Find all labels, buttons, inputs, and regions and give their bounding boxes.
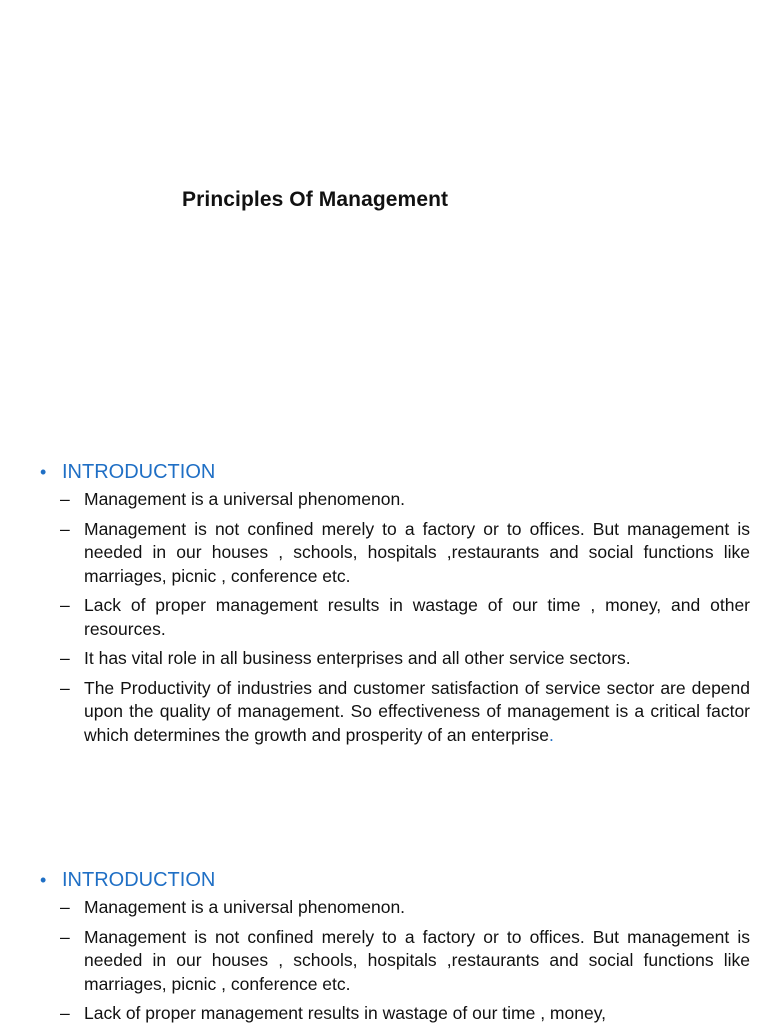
introduction-section-2 [40, 868, 750, 1032]
list-item-text: Management is a universal phenomenon. [84, 489, 406, 509]
list-item-text: Lack of proper management results in wastage of our time , money, and other resources. [84, 595, 750, 639]
dash-icon: – [60, 1003, 70, 1023]
list-item [40, 896, 750, 920]
list-item [40, 594, 750, 641]
dash-icon: – [60, 595, 70, 615]
bullet-icon: • [40, 462, 47, 482]
list-item-text: Management is not confined merely to a factory or to offices. But management is needed in our houses , schools, hospitals ,restaurants and social functions like marriages, picnic , conference etc. [84, 518, 750, 586]
list-item [40, 518, 750, 589]
list-item-text: Management is a universal phenomenon. [84, 897, 406, 917]
dash-icon: – [60, 677, 70, 698]
introduction-section-1 [40, 460, 750, 753]
dash-icon: – [60, 518, 70, 539]
section-heading-label: INTRODUCTION [62, 461, 216, 483]
list-item [40, 647, 750, 671]
list-item [40, 488, 750, 512]
dash-icon: – [60, 648, 70, 668]
list-item [40, 677, 750, 748]
list-item [40, 926, 750, 997]
bullet-icon: • [40, 870, 47, 890]
section-heading [40, 460, 750, 484]
section-heading-label: INTRODUCTION [62, 869, 216, 891]
list-item-text: Management is not confined merely to a factory or to offices. But management is needed in our houses , schools, hospitals ,restaurants and social functions like marriages, picnic , conference etc. [84, 926, 750, 994]
dash-icon: – [60, 926, 70, 947]
list-item-text: Lack of proper management results in wastage of our time , money, [84, 1003, 607, 1023]
list-item-text: The Productivity of industries and customer satisfaction of service sector are depend upon the quality of management. So effectiveness of management is a critical factor which determines the growth and prosperity of an enterprise [84, 677, 750, 745]
section-heading [40, 868, 750, 892]
list-item-text: It has vital role in all business enterprises and all other service sectors. [84, 648, 631, 668]
trailing-period: . [548, 724, 554, 745]
dash-icon: – [60, 489, 70, 509]
list-item [40, 1002, 750, 1026]
dash-icon: – [60, 897, 70, 917]
page-title: Principles Of Management [182, 188, 449, 211]
